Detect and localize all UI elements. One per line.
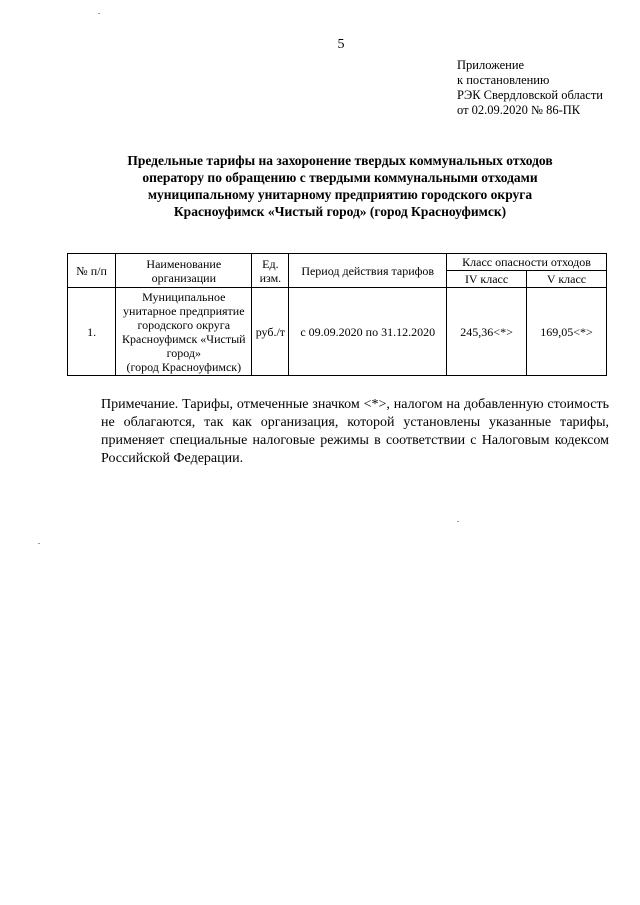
org-line: (город Красноуфимск) [126,359,242,374]
title-line: Красноуфимск «Чистый город» (город Красноуфимск) [173,204,507,219]
org-line: Красноуфимск «Чистый [122,331,246,346]
org-line: унитарное предприятие [123,303,245,318]
cell-class-iv: 245,36<*> [447,288,527,376]
note-text: тарифы, применяет специальные налоговые режимы в соответствии с Налоговым [101,415,610,448]
org-line: Муниципальное [142,289,226,304]
header-num: № п/п [68,254,116,288]
table-header-row [68,254,607,271]
header-org-line: организации [151,270,217,285]
org-line: городского округа [137,317,231,332]
org-line: город» [166,345,201,360]
header-unit-line: Ед. [262,256,279,271]
note-text: кодексом Российской Федерации. [101,433,610,466]
appendix-line: от 02.09.2020 № 86-ПК [457,103,581,117]
header-class-iv: IV класс [447,271,527,288]
title-line: оператору по обращению с твердыми коммунальными отходами [142,170,538,185]
header-class-v: V класс [527,271,607,288]
cell-organization [116,288,252,376]
cell-class-v: 169,05<*> [527,288,607,376]
appendix-line: к постановлению [457,73,550,87]
scan-speck [457,521,459,522]
header-org-line: Наименование [146,256,222,271]
note-text: Примечание. Тарифы, отмеченные значком <*>, налогом на добавленную [101,397,544,412]
header-hazard-class: Класс опасности отходов [447,254,607,271]
table-row [68,288,607,376]
title-line: муниципальному унитарному предприятию городского округа [147,187,533,202]
note-paragraph [101,396,609,468]
appendix-line: Приложение [457,58,525,72]
header-period: Период действия тарифов [289,254,447,288]
cell-period: с 09.09.2020 по 31.12.2020 [289,288,447,376]
header-unit [252,254,289,288]
header-unit-line: изм. [259,270,282,285]
cell-num: 1. [68,288,116,376]
title-line: Предельные тарифы на захоронение твердых коммунальных отходов [127,153,553,168]
note-text: стоимость не облагаются, так как организация, которой установлены указанные [101,397,609,430]
tariffs-table [67,253,607,376]
scan-speck [98,13,100,14]
scan-speck [38,543,40,544]
document-title [70,152,610,220]
cell-unit: руб./т [252,288,289,376]
header-organization [116,254,252,288]
page-number: 5 [337,37,345,52]
appendix-block [457,58,603,118]
appendix-line: РЭК Свердловской области [457,88,603,102]
